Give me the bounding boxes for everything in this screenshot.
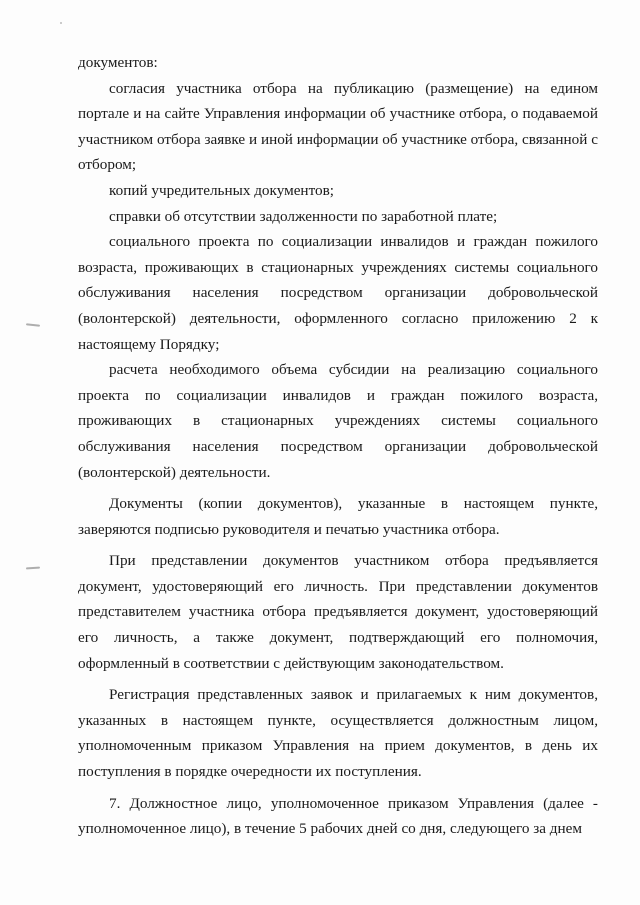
paragraph-consent: согласия участника отбора на публикацию (размещение) на едином портале и на сайте Управления информации об участнике отбора, о подаваемой участником отбора заявке и иной информации об участнике отбора, связанной с отбором; (78, 79, 598, 174)
document-body (78, 50, 598, 842)
scan-speck (60, 22, 62, 24)
paragraph-subsidy-calculation: расчета необходимого объема субсидии на реализацию социального проекта по социализации инвалидов и граждан пожилого возраста, проживающих в стационарных учреждениях системы социального обслуживания населения посредством организации добровольческой (волонтерской) деятельности. (78, 361, 598, 481)
paragraph-authorized-person: 7. Должностное лицо, уполномоченное приказом Управления (далее - уполномоченное лицо), в течение 5 рабочих дней со дня, следующего за днем (78, 794, 598, 838)
paragraph-registration: Регистрация представленных заявок и прилагаемых к ним документов, указанных в настоящем пункте, осуществляется должностным лицом, уполномоченным приказом Управления на прием документов, в день их поступления в порядке очередности их поступления. (78, 686, 598, 781)
paragraph-social-project: социального проекта по социализации инвалидов и граждан пожилого возраста, проживающих в стационарных учреждениях системы социального обслуживания населения посредством организации добровольческой (волонтерской) деятельности, оформленного согласно приложению 2 к настоящему Порядку; (78, 233, 598, 353)
paragraph-documents-heading: документов: (78, 54, 158, 71)
paragraph-certification: Документы (копии документов), указанные в настоящем пункте, заверяются подписью руководителя и печатью участника отбора. (78, 495, 598, 538)
paragraph-salary-debt: справки об отсутствии задолженности по заработной плате; (109, 207, 498, 225)
paragraph-identity: При представлении документов участником отбора предъявляется документ, удостоверяющий его личность. При представлении документов представителем участника отбора предъявляется документ, удостоверяющий его личность, а также документ, подтверждающий его полномочия, оформленный в соответствии с действующим законодательством. (78, 552, 598, 672)
margin-scan-mark (26, 567, 40, 570)
margin-scan-mark (26, 323, 40, 326)
paragraph-founding-docs: копий учредительных документов; (109, 181, 334, 199)
